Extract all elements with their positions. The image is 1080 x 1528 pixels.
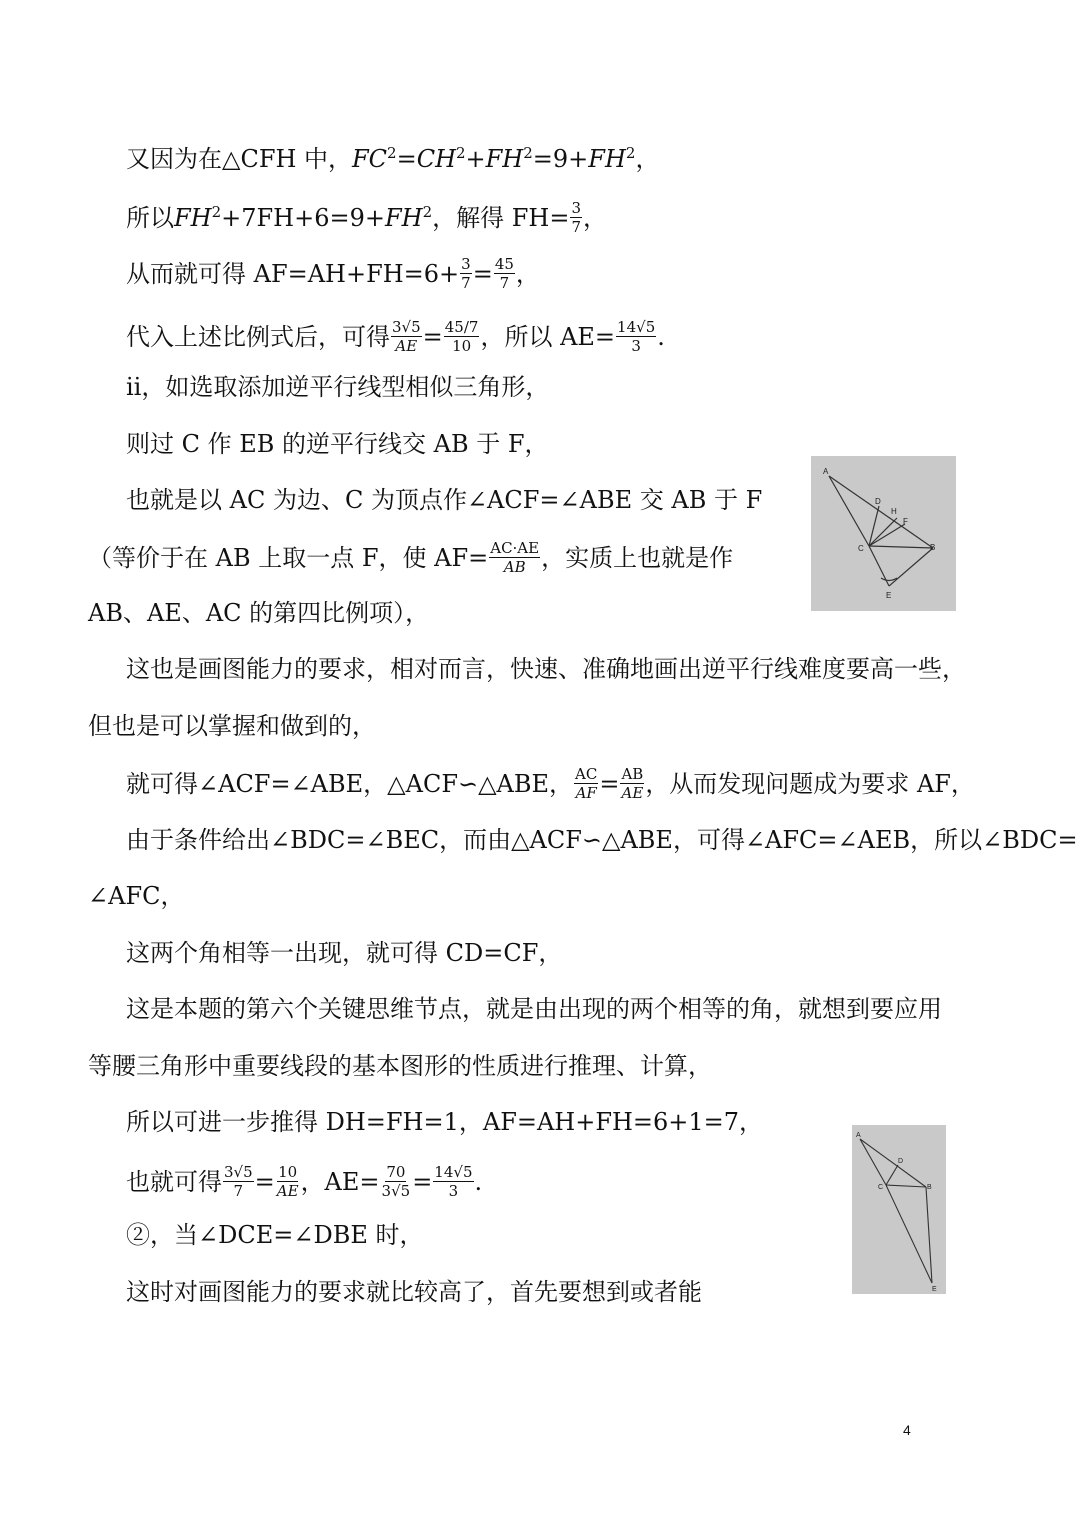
text-segment: ，AE= [300,1168,380,1196]
fraction-numerator: 3√5 [392,318,421,336]
label-b: B [927,1184,932,1191]
exponent: 2 [523,144,533,162]
equals-sign: = [396,145,417,173]
text-segment: 又因为在△CFH 中， [126,145,353,173]
text-segment: ， [582,204,607,232]
fraction [391,318,422,355]
text-line-2 [126,201,607,238]
fraction-numerator: 45/7 [444,318,479,336]
text-segment: 所以 [126,204,174,232]
fraction-numerator: AC·AE [490,539,540,557]
text-segment: ，解得 FH= [432,204,570,232]
fraction-numerator: 3√5 [224,1163,253,1181]
text-segment: ， [635,145,660,173]
label-d: D [875,497,881,506]
math-fc: FC [352,145,388,173]
text-line-17: 等腰三角形中重要线段的基本图形的性质进行推理、计算， [88,1052,712,1080]
text-segment: . [657,323,665,351]
label-f: F [903,517,908,526]
fraction [620,765,644,802]
text-segment: . [474,1168,483,1196]
figure-2-drawing [852,1125,946,1294]
fraction-numerator: 70 [386,1163,406,1181]
fraction-denominator: 3 [631,337,641,355]
fraction-denominator: AE [621,784,644,802]
label-c: C [878,1184,884,1191]
fraction-denominator: 7 [461,274,471,292]
geometry-figure-2 [852,1125,946,1294]
fraction-numerator: 14√5 [434,1163,473,1181]
label-e: E [886,591,892,600]
fraction [444,318,480,355]
fraction-denominator: 3 [448,1182,459,1200]
label-h: H [891,507,897,516]
fraction [433,1163,473,1200]
label-b: B [930,543,936,552]
text-segment: ， [515,260,540,288]
equals-sign: = [254,1168,275,1196]
label-a: A [856,1132,861,1139]
equals-sign: = [599,770,620,798]
fraction [574,765,598,802]
math-fh: FH [174,204,212,232]
text-line-4 [126,320,665,357]
text-line-13: 由于条件给出∠BDC=∠BEC，而由△ACF∽△ABE，可得∠AFC=∠AEB，所以∠BDC= [126,826,1078,854]
fraction-denominator: 7 [571,218,581,236]
fraction-numerator: 3 [461,255,471,273]
fraction [489,539,540,576]
fraction-numerator: 14√5 [617,318,656,336]
text-line-16: 这是本题的第六个关键思维节点，就是由出现的两个相等的角，就想到要应用 [126,995,942,1023]
fraction-denominator: 10 [452,337,472,355]
fraction [570,199,582,236]
text-line-8 [88,541,733,578]
text-line-19 [126,1165,482,1202]
text-line-1 [126,144,659,174]
fraction-denominator: AB [503,558,526,576]
exponent: 2 [422,203,433,221]
label-e: E [932,1286,937,1293]
text-line-9: AB、AE、AC 的第四比例项）， [88,599,430,627]
fraction-denominator: 7 [499,274,510,292]
equals-sign: = [422,323,443,351]
exponent: 2 [456,144,466,162]
page-number: 4 [903,1422,911,1438]
text-segment: ，实质上也就是作 [541,544,734,572]
text-line-15: 这两个角相等一出现，就可得 CD=CF， [126,939,563,967]
text-line-11: 但也是可以掌握和做到的， [88,712,376,740]
exponent: 2 [387,144,397,162]
text-line-6: 则过 C 作 EB 的逆平行线交 AB 于 F， [126,430,549,458]
text-segment: 从而就可得 AF=AH+FH=6+ [126,260,460,288]
label-d: D [898,1158,904,1165]
fraction [223,1163,254,1200]
geometry-figure-1 [811,456,956,611]
text-segment: =9+ [532,145,589,173]
math-fh: FH [384,204,423,232]
text-line-18: 所以可进一步推得 DH=FH=1，AF=AH+FH=6+1=7， [126,1108,764,1136]
label-a: A [823,467,829,476]
fraction [494,255,515,292]
fraction [381,1163,412,1200]
text-line-10: 这也是画图能力的要求，相对而言，快速、准确地画出逆平行线难度要高一些， [126,655,966,683]
fraction-numerator: AB [621,765,644,783]
fraction-numerator: AC [575,765,598,783]
math-fh: FH [485,145,524,173]
figure-1-drawing [811,456,956,611]
text-segment: 就可得∠ACF=∠ABE，△ACF∽△ABE， [126,770,574,798]
math-fh: FH [588,145,626,173]
text-segment: ，所以 AE= [480,323,616,351]
plus-sign: + [465,145,486,173]
text-line-7: 也就是以 AC 为边、C 为顶点作∠ACF=∠ABE 交 AB 于 F [126,486,763,514]
text-line-12 [126,767,975,804]
text-segment: +7FH+6=9+ [221,204,385,232]
fraction-denominator: 3√5 [381,1182,411,1200]
fraction-denominator: AE [395,337,418,355]
fraction-denominator: 7 [233,1182,244,1200]
equals-sign: = [472,260,493,288]
fraction-numerator: 45 [494,255,514,273]
equals-sign: = [412,1168,433,1196]
label-c: C [858,544,864,553]
text-line-20: ②，当∠DCE=∠DBE 时， [126,1221,424,1249]
text-segment: 也就可得 [126,1168,222,1196]
fraction [276,1163,300,1200]
fraction-denominator: AE [276,1182,299,1200]
text-segment: （等价于在 AB 上取一点 F，使 AF= [88,544,489,572]
text-line-14: ∠AFC， [88,882,185,910]
text-line-5: ⅱ，如选取添加逆平行线型相似三角形， [126,373,550,401]
fraction [460,255,472,292]
exponent: 2 [211,203,222,221]
fraction-denominator: AF [575,784,597,802]
fraction [616,318,656,355]
text-line-3 [126,257,540,294]
math-ch: CH [416,145,456,173]
fraction-numerator: 3 [571,199,581,217]
fraction-numerator: 10 [278,1163,298,1181]
text-segment: 代入上述比例式后，可得 [126,323,390,351]
text-line-21: 这时对画图能力的要求就比较高了，首先要想到或者能 [126,1278,702,1306]
exponent: 2 [625,144,636,162]
text-segment: ，从而发现问题成为要求 AF， [645,770,975,798]
